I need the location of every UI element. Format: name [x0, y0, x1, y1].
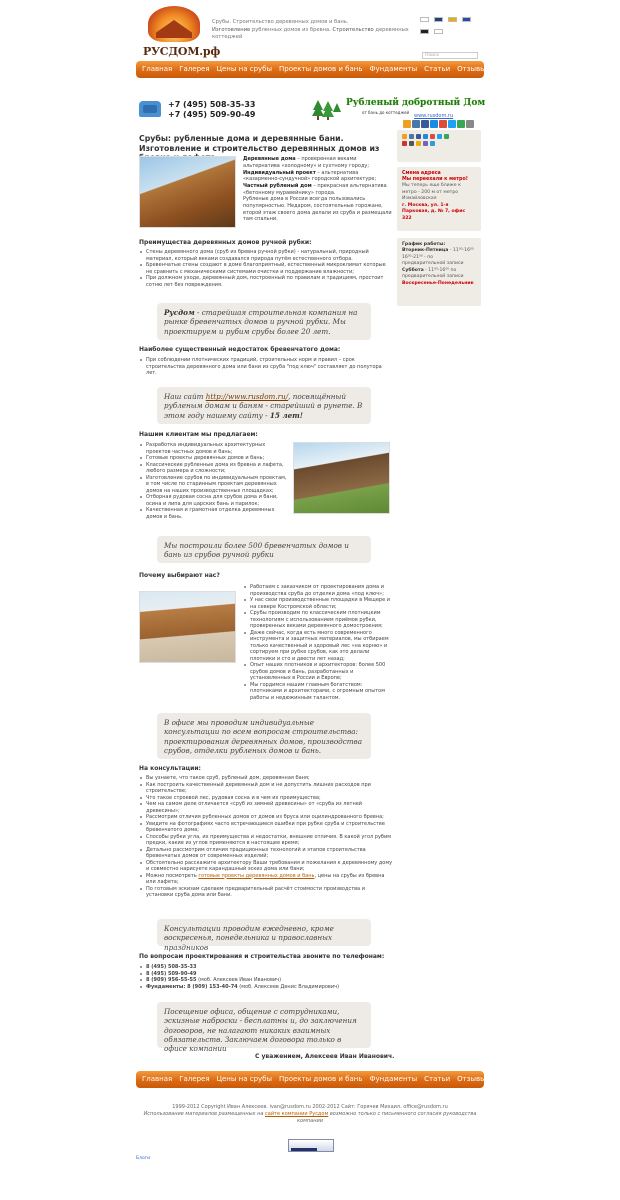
phone-number-2[interactable]: +7 (495) 509-90-49 [168, 109, 256, 119]
schedule-weekdays: Вторник-Пятница [402, 248, 449, 254]
nav-item[interactable]: Цены на срубы [216, 64, 273, 73]
consult-link-tail: , цены на срубы из бревна или лафета; [146, 872, 385, 885]
schedule-saturday: Суббота [402, 267, 424, 273]
ready-projects-link[interactable]: готовые проекты деревянных домов и бань [198, 872, 315, 879]
advantages-heading: Преимущества деревянных домов ручной рубки: [139, 239, 312, 246]
intro-text: – прекрасная альтернатива «бетонному муравейнику» города. [243, 183, 387, 196]
offer-heading: Нашим клиентам мы предлагаем: [139, 431, 258, 438]
quote-rusdom [157, 303, 371, 340]
german-flag[interactable] [420, 29, 429, 34]
footer-nav-item[interactable]: Статьи [424, 1074, 451, 1083]
intro-bold: Деревянные дома [243, 156, 296, 162]
livejournal-icon[interactable] [457, 120, 465, 128]
search-input[interactable]: Поиск [422, 52, 478, 59]
list-item: Готовые проекты деревянных домов и бань; [139, 455, 289, 462]
share-icon[interactable] [409, 134, 414, 139]
schedule-closed: Воскресенье-Понедельник [402, 280, 474, 286]
office-address: г. Москва, ул. 1-я Парковая, д. № 7, офис 322 [402, 202, 466, 221]
list-item: Как построить качественный деревянный дом и не допустить лишних расходов при строительстве; [139, 782, 393, 795]
list-item: При соблюдении плотнических традиций, строительных норм и правил – срок строительства деревянного дома или бани из сруба "под ключ" составляет до полутора лет. [139, 357, 393, 377]
quote-free-visit: Посещение офиса, общение с сотрудниками, эскизные наброски - бесплатны и, до заключения договоров, не налагают никаких взаимных обязательств. Заключаем договора только в офисе компании [157, 1002, 371, 1048]
site-logo[interactable]: РУСДОМ.рф [143, 45, 221, 58]
share-icon[interactable] [430, 134, 435, 139]
blogs-link[interactable]: Блоги [136, 1156, 151, 1161]
list-item: Обстоятельно расскажите архитектору Ваши требования и пожелания к деревянному дому и совместно нарисуете карандашный эскиз дома или бани; [139, 860, 393, 873]
phone-number-1[interactable]: +7 (495) 508-35-33 [168, 100, 256, 109]
finnish-flag[interactable] [420, 17, 429, 22]
list-item: Вы узнаете, что такое сруб, рубленый дом, деревянная баня; [139, 775, 393, 782]
footer-copyright [140, 1104, 480, 1124]
footer-usage-post: возможно только с письменного согласия руководства компании [297, 1110, 477, 1124]
intro-bold: Частный рубленый дом [243, 183, 312, 189]
social-buttons-row [403, 120, 477, 128]
telephone-icon [139, 101, 161, 117]
list-item: Классические рубленные дома из бревна и лафета, любого размера и сложности; [139, 462, 289, 475]
offer-list [139, 442, 289, 520]
share-icon[interactable] [444, 134, 449, 139]
twitter-icon[interactable] [448, 120, 456, 128]
share-icon[interactable] [430, 141, 435, 146]
share-icon[interactable] [423, 134, 428, 139]
schedule-saturday-time: - 11⁰⁰-16⁰⁰ по предварительной записи [402, 267, 464, 280]
intro-text: – проверенная веками альтернатива «холодному» и сухтному городу; [243, 156, 370, 169]
list-item: По готовым эскизам сделаем предварительный расчёт стоимости производства и установки сруба дома или бани. [139, 886, 393, 899]
brand-subtitle: от бань до коттеджей [362, 110, 410, 115]
intro-text: – альтернатива «казарменно-сундучной» городской архитектуре; [243, 169, 377, 183]
phone-number[interactable]: 8 (495) 508-35-33 [146, 964, 197, 970]
list-item: Можно посмотреть готовые проекты деревянных домов и бань, цены на срубы из бревна или лафета; [139, 873, 393, 886]
intro-line [243, 183, 393, 197]
office-text: Мы теперь еще ближе к метро - 200 м от метро Измайловская [402, 183, 461, 202]
consult-heading: На консультации: [139, 765, 201, 772]
list-item: Чем на самом деле отличается «сруб из зимней древесины» от «сруба из летней древесины»; [139, 801, 393, 814]
list-item: Изготовление срубов по индивидуальным проектам, в том числе по старинным проектам деревянных домов на наших производственных площадках; [139, 475, 289, 495]
share-icon[interactable] [416, 134, 421, 139]
flaw-heading: Наиболее существенный недостаток бревенчатого дома: [139, 346, 341, 353]
list-item: Разработка индивидуальных архитектурных проектов частных домов и бань; [139, 442, 289, 455]
list-item: Способы рубки угла, их преимущества и недостатки, внешние отличия. В какой угол рубим предки, какие из углов применяются в настоящее время; [139, 834, 393, 847]
russian-flag[interactable] [434, 29, 443, 34]
vkontakte-icon[interactable] [412, 120, 420, 128]
phone-owner: (моб. Алексеев Иван Иванович) [196, 977, 282, 983]
phone-owner: (моб. Алексеев Денис Владимирович) [237, 983, 340, 990]
phones-heading: По вопросам проектирования и строительства звоните по телефонам: [139, 953, 385, 960]
quote-schedule: Консультации проводим ежедневно, кроме воскресенья, понедельника и православных праздников [157, 919, 371, 946]
phone-number[interactable]: 8 (495) 509-90-49 [146, 970, 197, 977]
office-title: Смена адреса [402, 171, 441, 176]
quote-rusdom-text: - старейшая строительная компания на рынке бревенчатых домов и ручной рубки. Мы проектируем и рубим срубы более 20 лет. [164, 308, 358, 336]
office-moved-notice: Мы переехали к метро! [402, 177, 468, 183]
nav-item[interactable]: Главная [142, 64, 173, 73]
nav-item[interactable]: Фундаменты [369, 64, 418, 73]
schedule-weekdays-time: - 11⁰⁰-16⁰⁰ [448, 248, 474, 254]
language-flags [420, 17, 482, 40]
footer-nav [136, 1071, 507, 1088]
office-address-box [397, 167, 481, 231]
list-item: Качественная и грамотная отделка деревянных домов и бань. [139, 507, 289, 520]
phone-number[interactable]: 8 (909) 956-55-55 [146, 977, 197, 983]
phone-number[interactable]: Фундаменты: 8 (909) 153-40-74 [146, 983, 238, 990]
wooden-house-photo[interactable] [139, 591, 236, 663]
list-item: Что такое строевой лес, рудовая сосна и в чем их преимущества; [139, 795, 393, 802]
list-item: Мы гордимся нашим главным богатством: плотниками и архитекторами, с огромным опытом работы и недюжинным талантом. [243, 682, 393, 702]
flaw-list [139, 357, 393, 377]
footer-nav-item[interactable]: Проекты домов и бань [279, 1074, 363, 1083]
footer-company-link[interactable]: сайте компании Русдом [265, 1110, 329, 1117]
list-item: При должном уходе, деревянный дом, построенный по правилам и традициям, простоит сотню лет без повреждения. [139, 275, 393, 288]
intro-line [243, 156, 393, 170]
intro-line [243, 170, 393, 184]
brand-title[interactable]: Рубленый добротный Дом [346, 98, 486, 108]
list-item: Срубы производим по классическим плотницким технологиям с использованием приёмов рубки, проверенных веками деревянного домостроения; [243, 610, 393, 630]
mail-ru-icon[interactable] [430, 120, 438, 128]
share-icons [402, 134, 450, 146]
list-item: Работаем с заказчиком от проектирования дома и производства сруба до отделки дома «под ключ»; [243, 584, 393, 597]
facebook-icon[interactable] [421, 120, 429, 128]
google-plus-icon[interactable] [439, 120, 447, 128]
why-heading: Почему выбирают нас? [139, 572, 220, 579]
share-icon[interactable] [466, 120, 474, 128]
advantages-list [139, 249, 393, 288]
french-flag[interactable] [462, 17, 471, 22]
intro-paragraph: Рубленые дома в России всегда пользовались популярностью. Недаром, состоятельные горожане, второй этаж своего дома делали из сруба и размещали там спальни. [243, 196, 392, 223]
list-item: Бревенчатые стены создают в доме благоприятный, естественный микроклимат которые не сравнить с механическими системами очистки и поддержание влажности; [139, 262, 393, 275]
footer-nav-item[interactable]: Главная [142, 1074, 173, 1083]
phones-list [139, 964, 393, 990]
schedule-evening-note: - по предварительной записи [402, 254, 464, 267]
share-icon[interactable] [437, 134, 442, 139]
list-item: Стены деревянного дома (сруб из бревна ручной рубки) - натуральный, природный материал, который веками создавался природа путём естественного отбора. [139, 249, 393, 262]
footer-nav-item[interactable]: Отзывы [457, 1074, 486, 1083]
spanish-flag[interactable] [448, 17, 457, 22]
footer-usage-pre: Использование материалов размещенных на [143, 1110, 266, 1117]
counter-bar [291, 1148, 317, 1151]
share-icon[interactable] [409, 141, 414, 146]
share-icon[interactable] [402, 134, 407, 139]
share-icon[interactable] [416, 141, 421, 146]
nav-item[interactable]: Галерея [179, 64, 210, 73]
nav-item[interactable]: Отзывы [457, 64, 486, 73]
list-item: Увидите на фотографиях часто встречающиеся ошибки при рубке сруба и строительстве бревенчатого дома; [139, 821, 393, 834]
quote-site-age-bold: 15 лет! [269, 410, 303, 420]
footer-nav-item[interactable]: Фундаменты [369, 1074, 418, 1083]
share-widget-box [397, 130, 481, 162]
header-phones [168, 100, 255, 119]
main-nav [136, 61, 484, 78]
cottage-photo[interactable] [293, 442, 390, 514]
site-tagline: Срубы. Строительство деревянных домов и бань. Изготовление рубленных домов из бревна. Строительство деревянных коттеджей [212, 19, 409, 41]
english-flag[interactable] [434, 17, 443, 22]
nav-item[interactable]: Статьи [424, 64, 451, 73]
footer-nav-item[interactable]: Галерея [179, 1074, 210, 1083]
list-item: Даже сейчас, когда есть много современного инструмента и защитных материалов, мы отбираем только качественный и здоровый лес «на корню» и сортируем при рубке срубов, как это делали плотники и сто и двести лет назад; [243, 630, 393, 663]
footer-nav-item[interactable]: Цены на срубы [216, 1074, 273, 1083]
share-icon[interactable] [423, 141, 428, 146]
page-title: Срубы: рубленные дома и деревянные бани. Изготовление и строительство деревянных домов из [139, 134, 380, 153]
phone-item [139, 984, 393, 991]
footer-line-1: 1999-2012 Copyright Иван Алексеев. ivan@rusdom.ru 2002-2012 Сайт: Горячев Михаил. office@rusdom.ru [172, 1104, 448, 1110]
intro-block [243, 156, 393, 197]
why-list [243, 584, 393, 701]
nav-item[interactable]: Проекты домов и бань [279, 64, 363, 73]
consult-list [139, 775, 393, 899]
list-item: Детально рассмотрим отличия традиционных технологий и этапов строительства бревенчатых домов от современных изделий; [139, 847, 393, 860]
quote-site-age-mid: , посвящённый рубленым домам и баням - старейший в рунете. В этом году нашему сайту - [164, 392, 363, 420]
visitor-counter-badge[interactable] [288, 1139, 334, 1152]
schedule-evening: 16⁰⁰-21⁰⁰ [402, 254, 423, 260]
quote-500-houses: Мы построили более 500 бревенчатых домов и бань из срубов ручной рубки [157, 536, 371, 563]
list-item: Опыт наших плотников и архитекторов: более 500 срубов домов и бань, разработанных и установленных в России и Европе; [243, 662, 393, 682]
schedule-box [397, 238, 481, 306]
footer-nav-item[interactable]: Кон [492, 1074, 507, 1083]
share-icon[interactable] [402, 141, 407, 146]
list-item: У нас свои производственные площадки в Мещере и на севере Костромской области; [243, 597, 393, 610]
brand-url-link[interactable]: www.rusdom.ru [414, 113, 454, 119]
odnoklassniki-icon[interactable] [403, 120, 411, 128]
log-house-photo[interactable] [139, 156, 236, 228]
signature: С уважением, Алексеев Иван Иванович. [255, 1053, 395, 1060]
trees-icon [313, 100, 341, 120]
quote-rusdom-bold: Русдом [164, 308, 195, 317]
list-item: Отборная рудовая сосна для срубов дома и бани, осина и липа для царских бань и парилок; [139, 494, 289, 507]
quote-site-age [157, 387, 371, 424]
schedule-label: График работы: [402, 242, 446, 247]
intro-bold: Индивидуальный проект [243, 169, 316, 176]
site-url-link[interactable]: http://www.rusdom.ru/ [205, 392, 289, 401]
list-item: Рассмотрим отличия рубленных домов от домов из бруса или оцилиндрованного бревна; [139, 814, 393, 821]
quote-site-age-pre: Наш сайт [164, 392, 206, 401]
quote-consultations: В офисе мы проводим индивидуальные консультации по всем вопросам строительства: проектирования деревянных домов, производства срубов, отделки рубленых домов и бань. [157, 713, 371, 759]
